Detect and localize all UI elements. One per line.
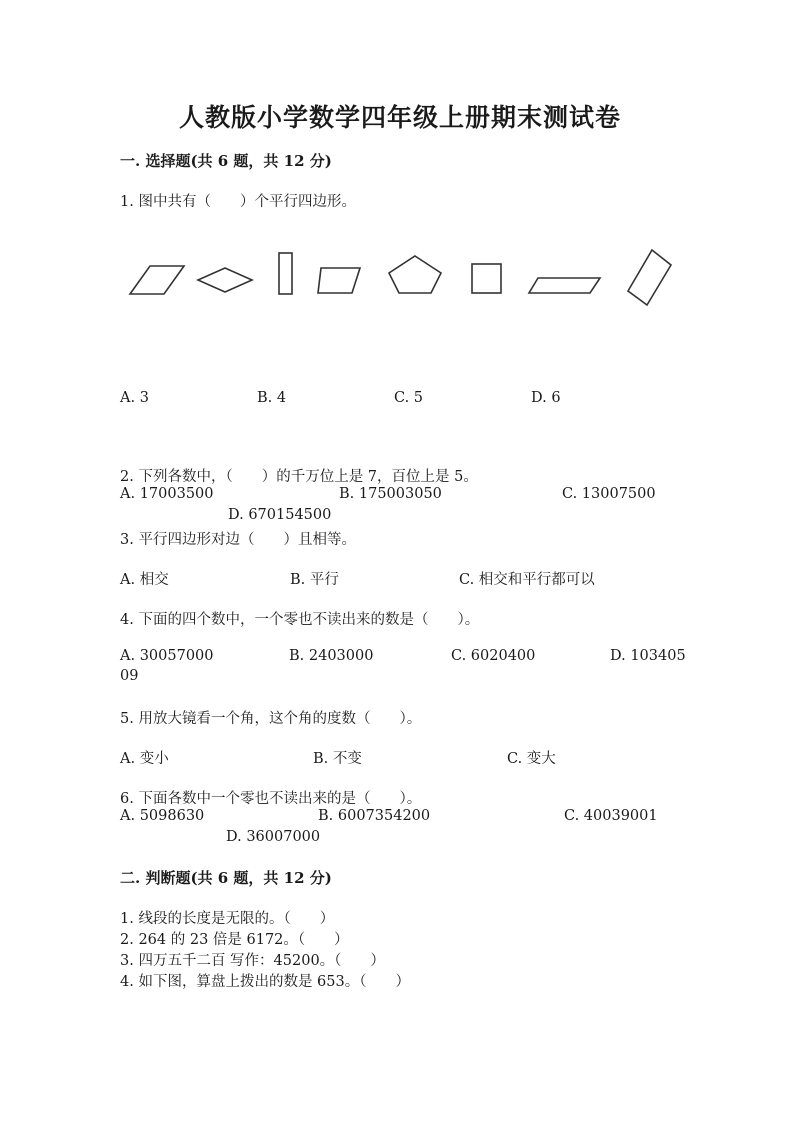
- square-shape: [472, 264, 501, 293]
- q4-option-b: B. 2403000: [289, 648, 374, 664]
- question-4: 4. 下面的四个数中，一个零也不读出来的数是（ ）。: [120, 612, 480, 628]
- section-heading-judgement: 二. 判断题(共 6 题，共 12 分): [120, 869, 332, 887]
- q3-option-c: C. 相交和平行都可以: [459, 572, 595, 588]
- q5-option-a: A. 变小: [120, 751, 169, 767]
- section-heading-choice: 一. 选择题(共 6 题，共 12 分): [120, 152, 332, 170]
- q2-option-d: D. 670154500: [228, 507, 332, 523]
- q2-option-a: A. 17003500: [120, 486, 214, 502]
- q3-option-b: B. 平行: [290, 572, 339, 588]
- question-2: 2. 下列各数中，（ ）的千万位上是 7，百位上是 5。: [120, 469, 478, 485]
- q5-option-b: B. 不变: [313, 751, 362, 767]
- question-5: 5. 用放大镜看一个角，这个角的度数（ ）。: [120, 711, 422, 727]
- pentagon-shape: [389, 256, 441, 293]
- q4-option-d: D. 103405: [610, 648, 686, 664]
- q6-option-b: B. 6007354200: [318, 808, 431, 824]
- judgement-question-4: 4. 如下图，算盘上拨出的数是 653。（ ）: [120, 974, 410, 990]
- q4-option-c: C. 6020400: [451, 648, 536, 664]
- rectangle-shape: [279, 253, 292, 294]
- flat-parallelogram-shape: [529, 278, 600, 293]
- trapezoid-shape: [318, 268, 360, 293]
- q4-option-a: A. 30057000: [120, 648, 214, 664]
- q6-option-c: C. 40039001: [564, 808, 658, 824]
- q4-option-d-wrap: 09: [120, 668, 139, 684]
- page-title: 人教版小学数学四年级上册期末测试卷: [178, 103, 621, 132]
- shapes-figure: [120, 240, 680, 320]
- q6-option-a: A. 5098630: [120, 808, 205, 824]
- q1-option-a: A. 3: [120, 390, 149, 406]
- question-3: 3. 平行四边形对边（ ）且相等。: [120, 532, 356, 548]
- parallelogram-shape: [130, 266, 184, 294]
- q1-option-b: B. 4: [257, 390, 287, 406]
- q3-option-a: A. 相交: [120, 572, 169, 588]
- rhombus-shape: [198, 268, 252, 292]
- q1-option-c: C. 5: [394, 390, 424, 406]
- judgement-question-3: 3. 四万五千二百 写作：45200。（ ）: [120, 953, 385, 969]
- question-6: 6. 下面各数中一个零也不读出来的是（ ）。: [120, 791, 422, 807]
- q1-option-d: D. 6: [531, 390, 561, 406]
- q2-option-b: B. 175003050: [339, 486, 442, 502]
- q5-option-c: C. 变大: [507, 751, 556, 767]
- judgement-question-2: 2. 264 的 23 倍是 6172。（ ）: [120, 932, 349, 948]
- judgement-question-1: 1. 线段的长度是无限的。（ ）: [120, 911, 335, 927]
- question-1: 1. 图中共有（ ）个平行四边形。: [120, 194, 356, 210]
- tilted-rectangle-shape: [628, 250, 671, 305]
- q6-option-d: D. 36007000: [226, 829, 321, 845]
- q2-option-c: C. 13007500: [562, 486, 656, 502]
